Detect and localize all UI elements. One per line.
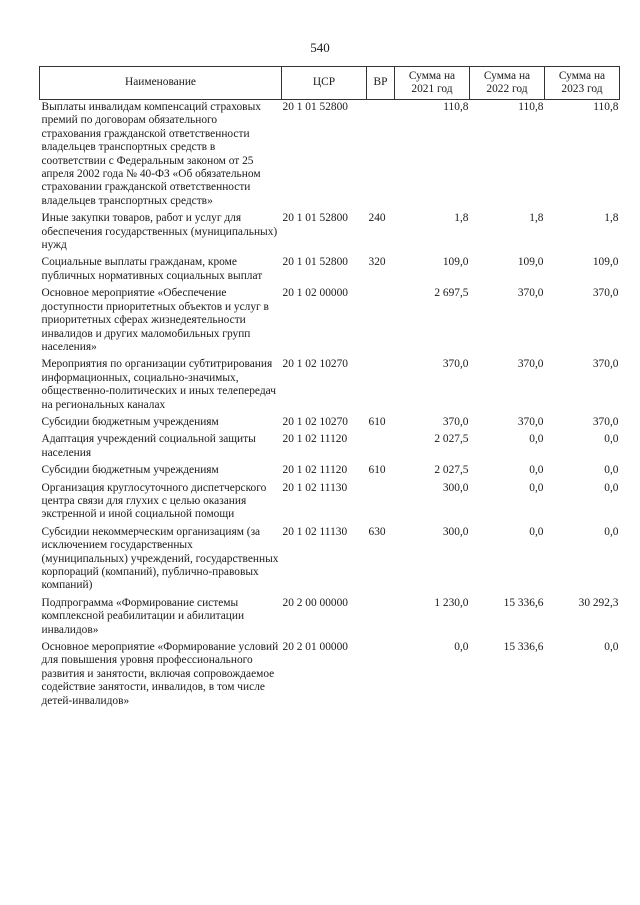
cell-name: Социальные выплаты гражданам, кроме публичных нормативных социальных выплат xyxy=(41,256,263,282)
cell-sum-2023: 0,0 xyxy=(604,641,619,654)
cell-sum-2022: 0,0 xyxy=(529,481,544,494)
cell-vr: 610 xyxy=(368,415,386,428)
cell-csr: 20 1 01 52800 xyxy=(282,256,348,269)
cell-vr xyxy=(367,482,395,526)
cell-sum-2023: 0,0 xyxy=(604,464,619,477)
cell-sum-2022: 15 336,6 xyxy=(503,596,544,609)
cell-csr: 20 1 02 00000 xyxy=(282,287,348,300)
cell-vr: 240 xyxy=(368,212,386,225)
cell-sum-2023: 1,8 xyxy=(604,212,619,225)
cell-name: Мероприятия по организации субтитрирования информационных, социально-значимых, общественно-политических и иных телепередач на региональных каналах xyxy=(41,358,276,411)
cell-sum-2023: 0,0 xyxy=(604,481,619,494)
header-sum-2022: Сумма на 2022 год xyxy=(470,67,545,100)
cell-sum-2021: 370,0 xyxy=(442,415,469,428)
cell-sum-2023: 0,0 xyxy=(604,433,619,446)
cell-name: Адаптация учреждений социальной защиты населения xyxy=(41,433,256,459)
cell-vr xyxy=(367,641,395,712)
page-number: 540 xyxy=(310,40,330,55)
cell-csr: 20 1 02 11120 xyxy=(282,464,348,477)
table-row xyxy=(40,358,620,416)
cell-sum-2021: 2 027,5 xyxy=(434,464,469,477)
header-csr: ЦСР xyxy=(282,67,367,100)
cell-vr xyxy=(367,433,395,464)
table-row xyxy=(40,433,620,464)
header-vr: ВР xyxy=(367,67,395,100)
cell-vr: 610 xyxy=(368,464,386,477)
cell-name: Организация круглосуточного диспетчерского центра связи для глухих с целью оказания экстренной и иной социальной помощи xyxy=(41,481,267,521)
table-row xyxy=(40,482,620,526)
cell-sum-2021: 370,0 xyxy=(442,358,469,371)
cell-csr: 20 1 02 11130 xyxy=(282,481,348,494)
table-row xyxy=(40,464,620,481)
cell-sum-2021: 109,0 xyxy=(442,256,469,269)
cell-vr xyxy=(367,597,395,641)
cell-csr: 20 2 01 00000 xyxy=(282,641,348,654)
cell-sum-2021: 300,0 xyxy=(442,481,469,494)
cell-sum-2023: 110,8 xyxy=(593,101,619,113)
cell-sum-2022: 15 336,6 xyxy=(503,641,544,654)
cell-name: Основное мероприятие «Обеспечение доступности приоритетных объектов и услуг в приоритетных сферах жизнедеятельности инвалидов и других маломобильных групп населения» xyxy=(41,287,269,353)
table-row xyxy=(40,287,620,358)
cell-sum-2021: 110,8 xyxy=(443,101,469,113)
cell-name: Иные закупки товаров, работ и услуг для обеспечения государственных (муниципальных) нужд xyxy=(41,212,278,252)
cell-sum-2022: 1,8 xyxy=(529,212,544,225)
header-name: Наименование xyxy=(40,67,282,100)
table-row xyxy=(40,100,620,213)
cell-sum-2022: 370,0 xyxy=(517,415,544,428)
cell-sum-2021: 2 697,5 xyxy=(434,287,469,300)
cell-vr xyxy=(367,100,395,213)
cell-sum-2022: 110,8 xyxy=(518,101,544,113)
table-row xyxy=(40,212,620,256)
cell-sum-2022: 0,0 xyxy=(529,525,544,538)
table-row xyxy=(40,416,620,433)
cell-name: Основное мероприятие «Формирование условий для повышения уровня профессионального развития и занятости, включая сопровождаемое содействие занятости, инвалидов, в том числе детей-инвалидов» xyxy=(41,641,279,707)
cell-name: Субсидии бюджетным учреждениям xyxy=(41,415,219,428)
cell-csr: 20 1 02 10270 xyxy=(282,358,348,371)
cell-name: Выплаты инвалидам компенсаций страховых премий по договорам обязательного страхования гражданской ответственности владельцев транспортных средств в соответствии с Федеральным законом от 25 апреля 2002 года № 40-ФЗ «Об обязательном страховании гражданской ответственности владельцев транспортных средств» xyxy=(41,101,261,207)
cell-csr: 20 1 02 10270 xyxy=(282,415,348,428)
cell-sum-2023: 0,0 xyxy=(604,525,619,538)
cell-name: Субсидии некоммерческим организациям (за исключением государственных (муниципальных) учреждений, государственных корпораций (компаний), публично-правовых компаний) xyxy=(41,525,279,592)
table-header-row xyxy=(40,67,620,100)
cell-sum-2023: 30 292,3 xyxy=(578,596,619,609)
cell-sum-2022: 0,0 xyxy=(529,464,544,477)
cell-vr xyxy=(367,358,395,416)
cell-vr: 630 xyxy=(368,525,386,538)
cell-csr: 20 1 01 52800 xyxy=(282,101,348,113)
cell-name: Субсидии бюджетным учреждениям xyxy=(41,464,219,477)
table-row xyxy=(40,526,620,597)
table-row xyxy=(40,256,620,287)
cell-name: Подпрограмма «Формирование системы комплексной реабилитации и абилитации инвалидов» xyxy=(41,596,245,636)
header-sum-2023: Сумма на 2023 год xyxy=(545,67,620,100)
cell-sum-2022: 370,0 xyxy=(517,287,544,300)
cell-csr: 20 2 00 00000 xyxy=(282,596,348,609)
cell-sum-2022: 109,0 xyxy=(517,256,544,269)
cell-csr: 20 1 02 11120 xyxy=(282,433,348,446)
cell-sum-2023: 370,0 xyxy=(592,287,619,300)
header-sum-2021: Сумма на 2021 год xyxy=(395,67,470,100)
cell-sum-2023: 370,0 xyxy=(592,358,619,371)
cell-sum-2021: 1,8 xyxy=(454,212,469,225)
cell-sum-2021: 1 230,0 xyxy=(434,596,469,609)
budget-table xyxy=(39,66,620,712)
cell-sum-2021: 2 027,5 xyxy=(434,433,469,446)
cell-vr xyxy=(367,287,395,358)
cell-vr: 320 xyxy=(368,256,386,269)
table-row xyxy=(40,597,620,641)
cell-csr: 20 1 02 11130 xyxy=(282,525,348,538)
cell-sum-2022: 370,0 xyxy=(517,358,544,371)
cell-sum-2021: 300,0 xyxy=(442,525,469,538)
cell-sum-2023: 109,0 xyxy=(592,256,619,269)
cell-sum-2023: 370,0 xyxy=(592,415,619,428)
table-row xyxy=(40,641,620,712)
cell-csr: 20 1 01 52800 xyxy=(282,212,348,225)
cell-sum-2021: 0,0 xyxy=(454,641,469,654)
cell-sum-2022: 0,0 xyxy=(529,433,544,446)
